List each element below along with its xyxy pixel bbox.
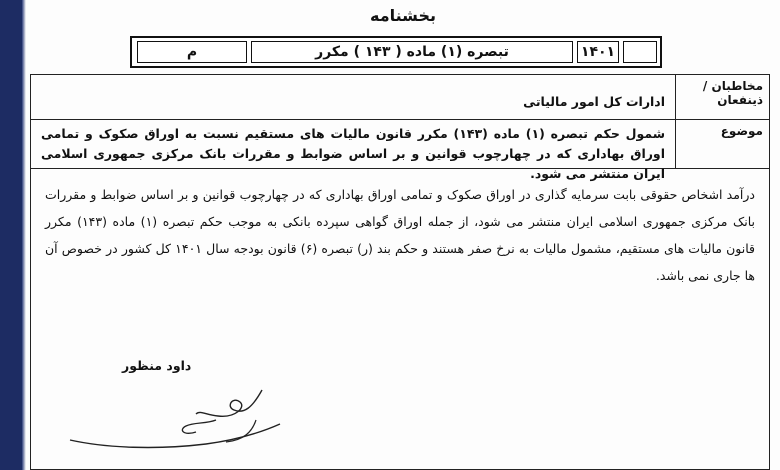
document-page	[26, 0, 780, 470]
header-blank-cell	[623, 41, 657, 63]
recipients-value: ادارات کل امور مالیاتی	[523, 94, 665, 109]
header-number: م	[137, 41, 247, 63]
header-bar	[130, 36, 662, 68]
subject-label: موضوع	[675, 120, 769, 168]
header-year: ۱۴۰۱	[577, 41, 619, 63]
header-subject: تبصره (۱) ماده ( ۱۴۳ ) مکرر	[251, 41, 573, 63]
handwritten-signature	[66, 380, 286, 470]
document-title: بخشنامه	[370, 6, 436, 25]
signer-name: داود منظور	[122, 358, 192, 373]
subject-row	[31, 120, 769, 181]
body-text: درآمد اشخاص حقوقی بابت سرمایه گذاری در اوراق صکوک و تمامی اوراق بهاداری که در چهارچوب قوانین و بر اساس ضوابط و مقررات بانک مرکزی جمهوری اسلامی ایران منتشر می شود، از جمله اوراق گواهی سپرده بانکی به موجب حکم تبصره (۱) ماده (۱۴۳) مکرر قانون مالیات های مستقیم، مشمول مالیات به نرخ صفر هستند و حکم بند (ر) تبصره (۶) قانون بودجه سال ۱۴۰۱ کل کشور در خصوص آن ها جاری نمی باشد.	[45, 187, 756, 283]
recipients-label: مخاطبان / ذینفعان	[675, 75, 769, 119]
recipients-row	[31, 75, 769, 120]
left-frame-border	[0, 0, 22, 470]
subject-value: شمول حکم تبصره (۱) ماده (۱۴۳) مکرر قانون مالیات های مستقیم نسبت به اوراق صکوک و تمامی اوراق بهاداری که در چهارچوب قوانین و بر اساس ضوابط و مقررات بانک مرکزی جمهوری اسلامی ایران منتشر می شود.	[41, 126, 666, 181]
